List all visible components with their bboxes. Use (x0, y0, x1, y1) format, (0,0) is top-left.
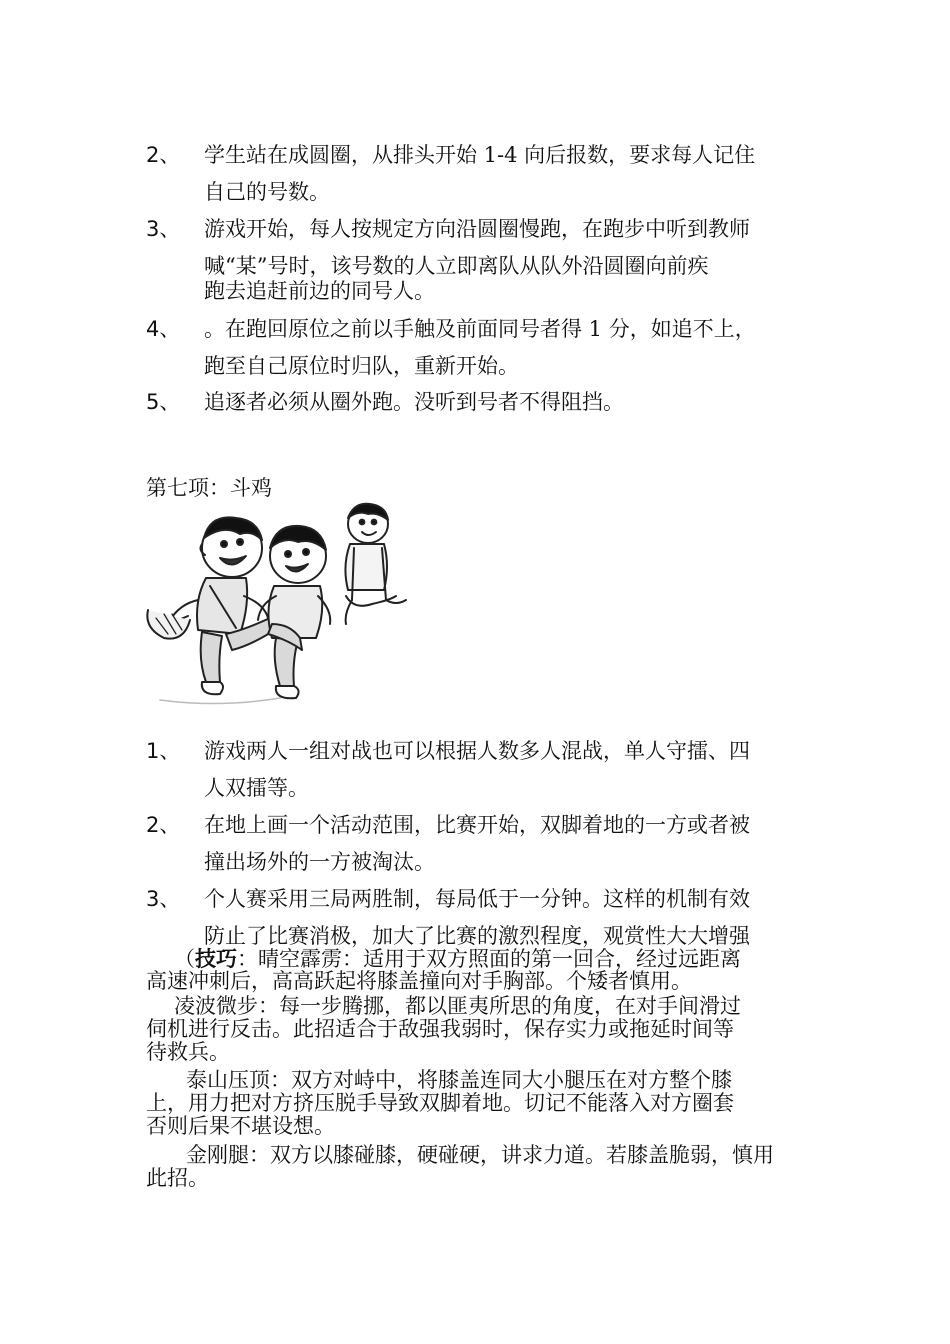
technique-jingang (146, 1144, 810, 1190)
list-line: 在地上画一个活动范围，比赛开始，双脚着地的一方或者被 (204, 813, 750, 837)
list-line: 人双擂等。 (204, 776, 309, 800)
list-line: 跑去追赶前边的同号人。 (204, 279, 435, 303)
technique-line: 否则后果不堪设想。 (146, 1114, 335, 1138)
technique-qingkong (146, 947, 810, 993)
list-number: 4、 (146, 317, 181, 341)
list-number: 3、 (146, 887, 181, 911)
list-line: 个人赛采用三局两胜制，每局低于一分钟。这样的机制有效 (204, 887, 750, 911)
technique-lingbo (146, 995, 810, 1064)
technique-line: 凌波微步：每一步腾挪，都以匪夷所思的角度，在对手间滑过 (174, 994, 741, 1018)
technique-line: 金刚腿：双方以膝碰膝，硬碰硬，讲求力道。若膝盖脆弱，慎用 (186, 1143, 774, 1167)
children-game-illustration (140, 500, 410, 715)
list-number: 1、 (146, 739, 181, 763)
technique-text: ：晴空霹雳：适用于双方照面的第一回合，经过远距离 (237, 947, 741, 971)
list-line: 喊“某”号时，该号数的人立即离队从队外沿圆圈向前疾 (204, 254, 709, 278)
list-line: 防止了比赛消极，加大了比赛的激烈程度，观赏性大大增强 (204, 924, 750, 948)
open-paren: （ (174, 947, 195, 971)
list-number: 2、 (146, 143, 181, 167)
list-number: 2、 (146, 813, 181, 837)
technique-line: 待救兵。 (146, 1040, 230, 1064)
list-number: 3、 (146, 217, 181, 241)
list-line: 游戏开始，每人按规定方向沿圆圈慢跑，在跑步中听到教师 (204, 217, 750, 241)
technique-line (146, 947, 810, 970)
list-line: 游戏两人一组对战也可以根据人数多人混战，单人守擂、四 (204, 739, 750, 763)
technique-taishan (146, 1069, 810, 1138)
list-line: 。在跑回原位之前以手触及前面同号者得 1 分，如追不上， (204, 317, 756, 341)
list-line: 自己的号数。 (204, 180, 330, 204)
technique-line: 此招。 (146, 1166, 209, 1190)
technique-line: 上，用力把对方挤压脱手导致双脚着地。切记不能落入对方圈套 (146, 1091, 734, 1115)
technique-label: 技巧 (195, 946, 237, 971)
list-line: 学生站在成圆圈，从排头开始 1-4 向后报数，要求每人记住 (204, 143, 756, 167)
list-line: 追逐者必须从圈外跑。没听到号者不得阻挡。 (204, 390, 624, 414)
technique-line: 伺机进行反击。此招适合于敌强我弱时，保存实力或拖延时间等 (146, 1017, 734, 1041)
list-line: 跑至自己原位时归队，重新开始。 (204, 354, 519, 378)
technique-line: 泰山压顶：双方对峙中，将膝盖连同大小腿压在对方整个膝 (186, 1068, 732, 1092)
list-line: 撞出场外的一方被淘汰。 (204, 850, 435, 874)
technique-line: 高速冲刺后，高高跃起将膝盖撞向对手胸部。个矮者慎用。 (146, 969, 692, 993)
list-number: 5、 (146, 390, 181, 414)
section-heading: 第七项：斗鸡 (146, 476, 272, 500)
